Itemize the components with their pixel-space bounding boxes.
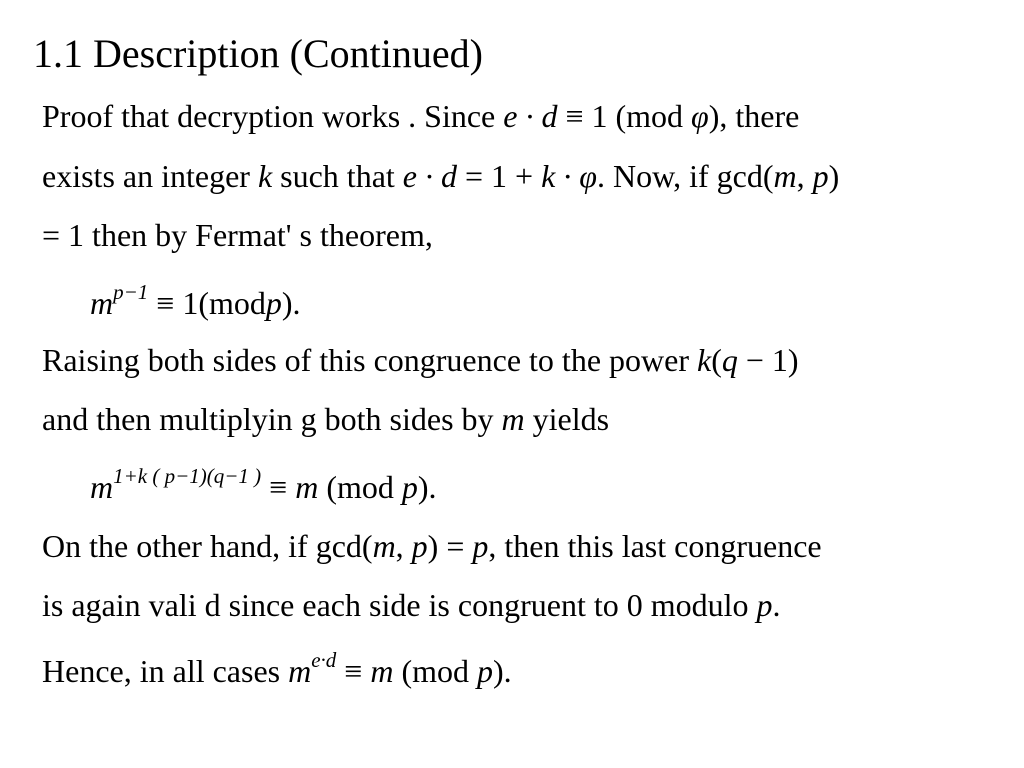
text-run: ,	[796, 158, 813, 194]
text-run: yields	[524, 401, 610, 437]
math-expression: m	[90, 469, 114, 505]
math-expression: m	[295, 469, 319, 505]
text-run: − 1)	[737, 342, 799, 378]
math-expression: m	[501, 401, 525, 437]
text-run: On the other hand, if gcd(	[42, 528, 373, 564]
math-expression: m	[90, 285, 114, 321]
exponent	[311, 648, 336, 672]
text-run: ).	[281, 285, 301, 321]
math-expression: e · d	[503, 98, 558, 134]
text-run: = 1 +	[456, 158, 542, 194]
math-expression: p	[411, 528, 428, 564]
math-expression: p	[756, 587, 773, 623]
text-run: ≡ 1(mod	[148, 285, 266, 321]
text-run: Hence, in all cases	[42, 653, 289, 689]
text-run: ≡ 1 (mod	[557, 98, 692, 134]
proof-line-3	[42, 215, 433, 255]
text-run: ).	[493, 653, 512, 689]
text-run: (mod	[393, 653, 477, 689]
math-expression: e · d	[402, 158, 457, 194]
text-run: is again vali d since each side is congruent to 0 modulo	[42, 587, 757, 623]
text-run: ,	[395, 528, 412, 564]
math-expression: k	[696, 342, 712, 378]
math-expression: 1+k ( p−1)(q−1 )	[113, 464, 262, 488]
math-expression: p	[472, 528, 489, 564]
equation-power	[90, 464, 437, 507]
text-run: ).	[417, 469, 437, 505]
text-run: Raising both sides of this congruence to the power	[42, 342, 697, 378]
proof-line-8	[42, 526, 822, 566]
text-run: )	[828, 158, 840, 194]
math-expression: p−1	[113, 280, 149, 304]
exponent	[113, 464, 261, 488]
text-run: (	[711, 342, 722, 378]
math-expression: m	[288, 653, 312, 689]
equation-fermat	[90, 280, 301, 323]
math-expression: p	[401, 469, 418, 505]
text-run: ) =	[427, 528, 473, 564]
math-expression: m	[773, 158, 797, 194]
text-run: and then multiplyin g both sides by	[42, 401, 502, 437]
text-run: such that	[272, 158, 403, 194]
exponent	[113, 280, 148, 304]
math-expression: p	[812, 158, 829, 194]
proof-line-5	[42, 340, 799, 380]
text-run: Proof that decryption works . Since	[42, 98, 504, 134]
proof-line-9	[42, 585, 781, 625]
math-expression: p	[265, 285, 282, 321]
slide-title: 1.1 Description (Continued)	[33, 31, 483, 76]
text-run: exists an integer	[42, 158, 258, 194]
proof-conclusion	[42, 648, 512, 691]
text-run: ≡	[261, 469, 296, 505]
math-expression: k · φ	[541, 158, 597, 194]
text-run: , then this last congruence	[488, 528, 822, 564]
math-expression: q	[721, 342, 738, 378]
text-run: .	[772, 587, 781, 623]
proof-line-2	[42, 156, 839, 196]
text-run: ≡	[336, 653, 371, 689]
proof-line-6	[42, 399, 609, 439]
text-run: = 1 then by Fermat' s theorem,	[42, 217, 433, 253]
math-expression: m	[370, 653, 394, 689]
text-run: . Now, if gcd(	[596, 158, 774, 194]
proof-line-1	[42, 96, 799, 136]
math-expression: φ	[691, 98, 709, 134]
math-expression: e·d	[311, 648, 337, 672]
math-expression: k	[257, 158, 273, 194]
math-expression: p	[477, 653, 493, 689]
math-expression: m	[372, 528, 396, 564]
text-run: (mod	[318, 469, 402, 505]
text-run: ), there	[708, 98, 800, 134]
